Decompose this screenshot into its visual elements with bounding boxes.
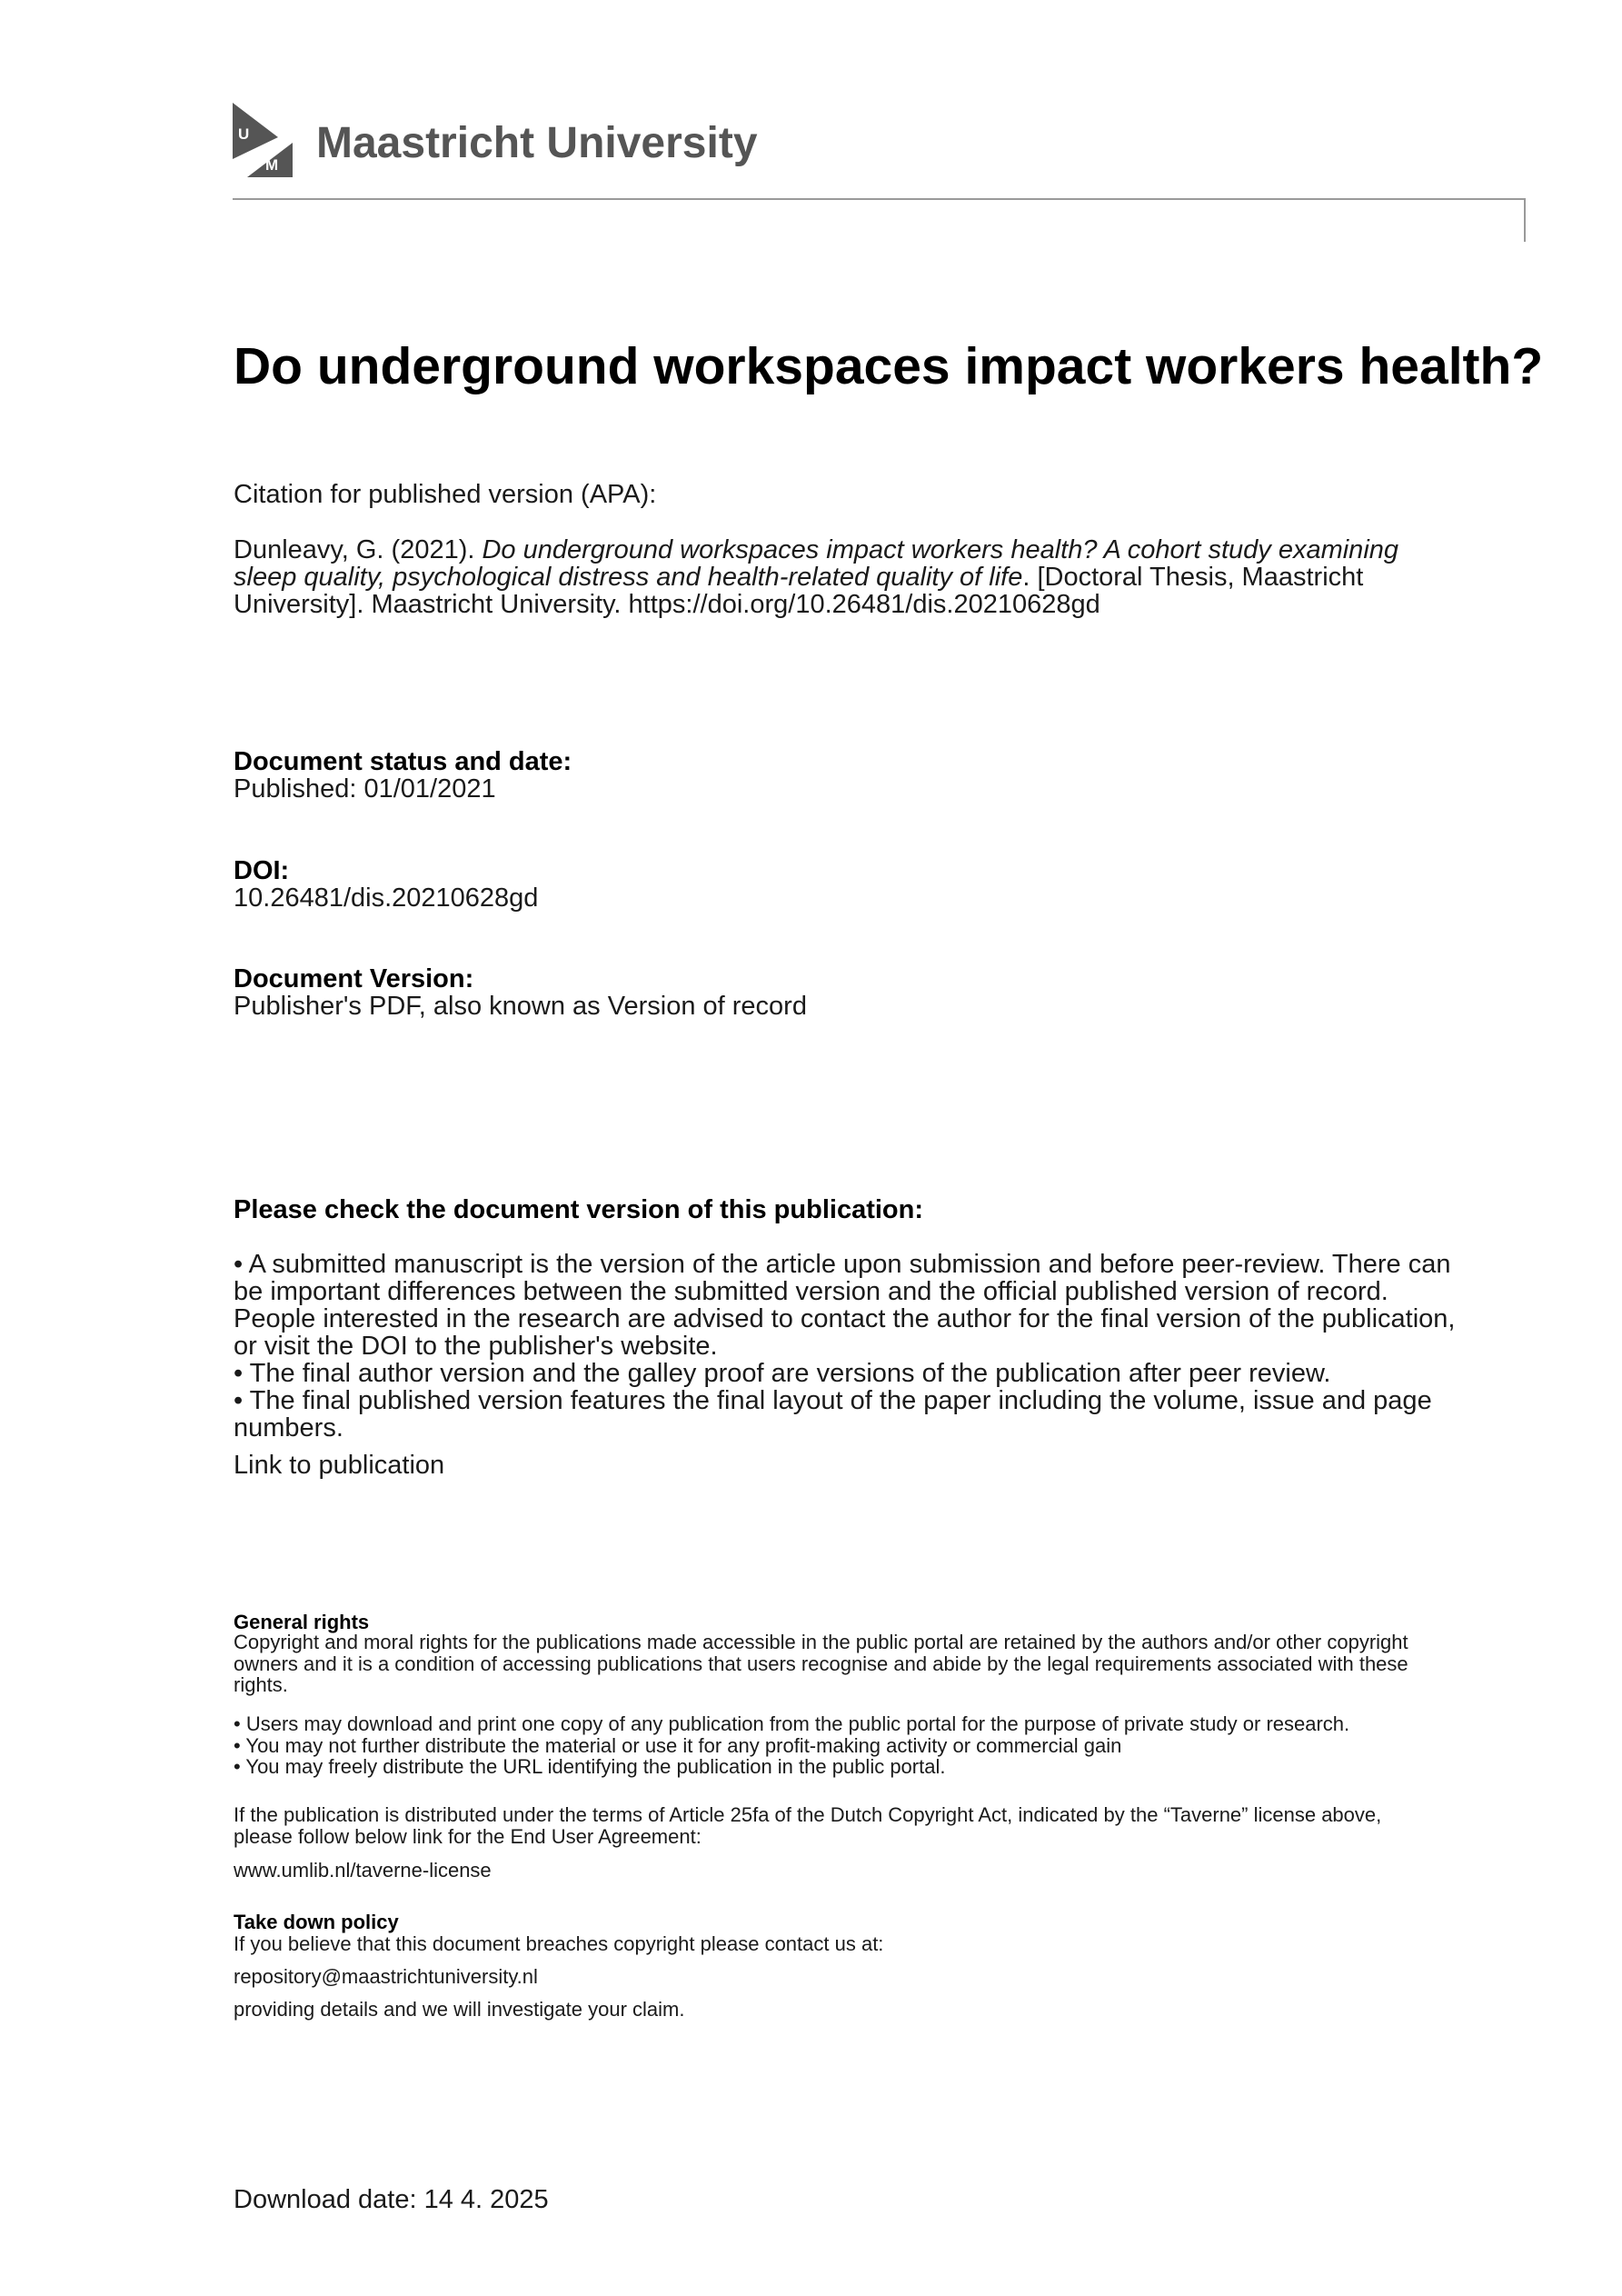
rights-line: Copyright and moral rights for the publications made accessible in the public portal are retained by the authors and/or other copyright: [234, 1631, 1408, 1653]
citation-text: [234, 536, 1542, 618]
document-title: Do underground workspaces impact workers health?: [234, 337, 1544, 395]
rights-bullet: • You may not further distribute the material or use it for any profit-making activity or commercial gain: [234, 1733, 1122, 1757]
general-rights-paragraph: [234, 1632, 1533, 1696]
rights-line: owners and it is a condition of accessing publications that users recognise and abide by the legal requirements associated with these: [234, 1652, 1408, 1675]
citation-italic-1: Do underground workspaces impact workers health? A cohort study examining: [482, 535, 1399, 564]
rights-line: rights.: [234, 1673, 288, 1696]
header-divider-tick: [1524, 198, 1526, 242]
check-line: be important differences between the submitted version and the official published version of record.: [234, 1277, 1388, 1306]
check-heading: Please check the document version of this publication:: [234, 1195, 923, 1224]
status-value: Published: 01/01/2021: [234, 774, 496, 804]
check-line: or visit the DOI to the publisher's website.: [234, 1332, 718, 1361]
rights-bullet: • You may freely distribute the URL identifying the publication in the public portal.: [234, 1755, 946, 1778]
download-date: Download date: 14 4. 2025: [234, 2185, 549, 2214]
taverne-paragraph: [234, 1804, 1533, 1847]
take-down-closing: providing details and we will investigate your claim.: [234, 1998, 685, 2021]
university-name: Maastricht University: [316, 119, 758, 167]
publication-link[interactable]: Link to publication: [234, 1451, 445, 1480]
take-down-text: If you believe that this document breaches copyright please contact us at:: [234, 1932, 884, 1955]
check-line: • The final author version and the galley proof are versions of the publication after peer review.: [234, 1359, 1331, 1388]
taverne-line: please follow below link for the End User Agreement:: [234, 1824, 702, 1848]
check-text: [234, 1251, 1533, 1442]
version-label: Document Version:: [234, 964, 474, 993]
doi-value[interactable]: 10.26481/dis.20210628gd: [234, 883, 539, 913]
taverne-line: If the publication is distributed under the terms of Article 25fa of the Dutch Copyright Act, indicated by the “Taverne” license above,: [234, 1803, 1382, 1826]
status-label: Document status and date:: [234, 747, 572, 776]
check-line: • The final published version features the final layout of the paper including the volume, issue and page: [234, 1386, 1432, 1415]
university-logo-icon: [233, 103, 293, 177]
rights-bullet: • Users may download and print one copy of any publication from the public portal for the purpose of private study or research.: [234, 1712, 1350, 1735]
repository-email-link[interactable]: repository@maastrichtuniversity.nl: [234, 1965, 538, 1988]
svg-text:U: U: [238, 125, 250, 143]
citation-line2-suffix: . [Doctoral Thesis, Maastricht: [1022, 563, 1364, 592]
citation-line-1: [234, 536, 1542, 564]
header-divider: [233, 198, 1526, 200]
citation-prefix: Dunleavy, G. (2021).: [234, 535, 483, 564]
check-line: numbers.: [234, 1413, 343, 1442]
version-value: Publisher's PDF, also known as Version of record: [234, 992, 807, 1021]
doi-label: DOI:: [234, 856, 290, 885]
check-line: People interested in the research are advised to contact the author for the final version of the publication,: [234, 1304, 1456, 1333]
check-line: • A submitted manuscript is the version of the article upon submission and before peer-review. There can: [234, 1250, 1451, 1279]
taverne-license-link[interactable]: www.umlib.nl/taverne-license: [234, 1859, 492, 1882]
citation-line-2: [234, 564, 1542, 591]
general-rights-bullets: [234, 1713, 1533, 1778]
citation-line-3[interactable]: University]. Maastricht University. https://doi.org/10.26481/dis.20210628gd: [234, 590, 1100, 619]
general-rights-heading: General rights: [234, 1611, 370, 1633]
svg-text:M: M: [265, 156, 279, 174]
citation-label: Citation for published version (APA):: [234, 480, 657, 509]
take-down-heading: Take down policy: [234, 1911, 399, 1933]
citation-italic-2: sleep quality, psychological distress and health-related quality of life: [234, 563, 1023, 592]
